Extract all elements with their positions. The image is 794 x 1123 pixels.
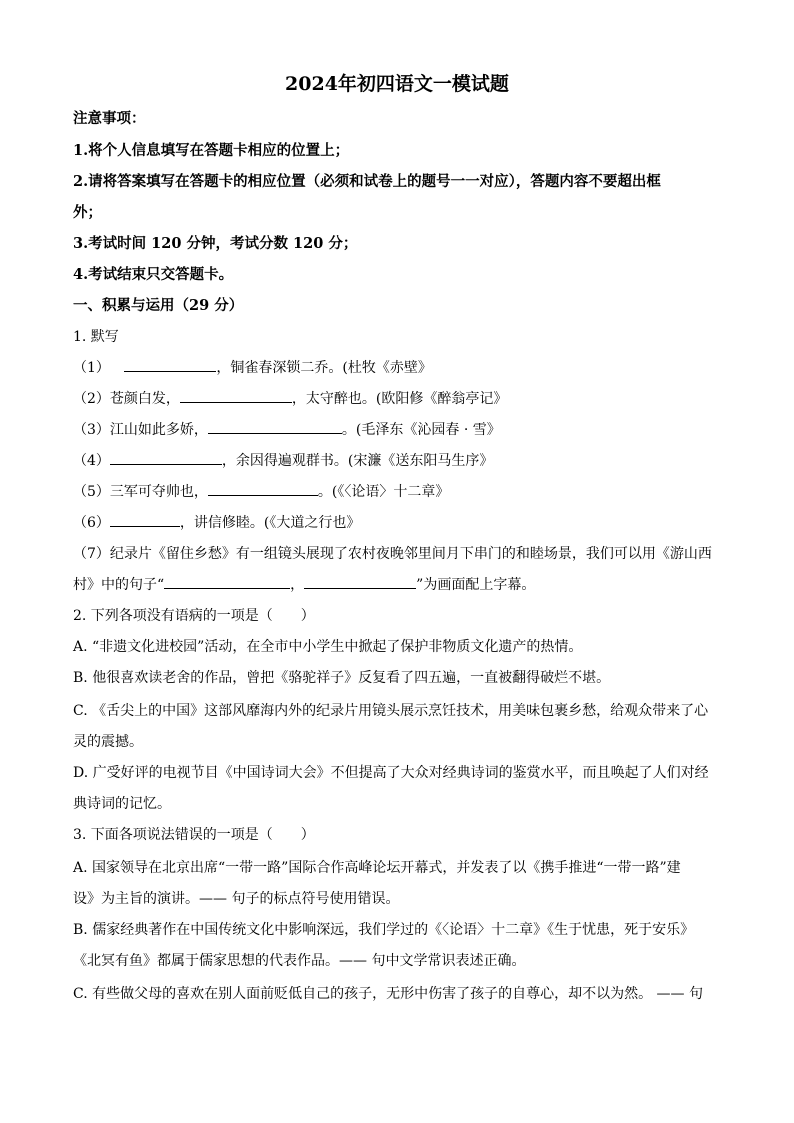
option-line: A. “非遗文化进校园”活动，在全市中小学生中掀起了保护非物质文化遗产的热情。 (73, 639, 583, 655)
notice-item: 4.考试结束只交答题卡。 (73, 266, 234, 283)
fill-item-suffix: ”为画面配上字幕。 (416, 577, 536, 593)
fill-item-suffix: ，讲信修睦。(《大道之行也》 (179, 515, 361, 531)
option-line: B. 他很喜欢读老舍的作品，曾把《骆驼祥子》反复看了四五遍，一直被翻得破烂不堪。 (73, 670, 611, 686)
answer-blank[interactable] (110, 450, 222, 465)
notice-item: 2.请将答案填写在答题卡的相应位置（必须和试卷上的题号一一对应），答题内容不要超出框 (73, 173, 661, 190)
page-title: 2024年初四语文一模试题 (285, 73, 509, 95)
notice-item: 外； (73, 204, 102, 221)
fill-item (73, 357, 723, 379)
question-stem: 3. 下面各项说法错误的一项是（ ） (73, 827, 315, 843)
answer-blank[interactable] (180, 388, 292, 403)
fill-item-prefix: （1） (73, 360, 115, 376)
fill-item (73, 450, 723, 472)
answer-blank[interactable] (110, 512, 180, 527)
option-line: D. 广受好评的电视节目《中国诗词大会》不但提高了大众对经典诗词的鉴赏水平，而且唤起了人们对经 (73, 765, 709, 781)
option-line: 《北冥有鱼》都属于儒家思想的代表作品。—— 句中文学常识表述正确。 (73, 953, 526, 969)
fill-item-prefix: （4） (73, 453, 110, 469)
fill-item-suffix: 。(毛泽东《沁园春 · 雪》 (341, 422, 501, 438)
option-line: 灵的震撼。 (73, 734, 143, 750)
fill-item (73, 419, 723, 441)
fill-item (73, 512, 723, 534)
fill-item-prefix: （3）江山如此多娇， (73, 422, 208, 438)
option-line: 设》为主旨的演讲。—— 句子的标点符号使用错误。 (73, 891, 400, 907)
fill-item-7-line1: （7）纪录片《留住乡愁》有一组镜头展现了农村夜晚邻里间月下串门的和睦场景，我们可以用《游山西 (73, 546, 712, 562)
answer-blank[interactable] (304, 574, 416, 589)
fill-item-7-line2 (73, 574, 723, 596)
fill-item (73, 388, 723, 410)
fill-item-prefix: （6） (73, 515, 110, 531)
fill-item-prefix: 村》中的句子“ (73, 577, 165, 593)
notice-item: 3.考试时间 120 分钟，考试分数 120 分； (73, 235, 358, 252)
answer-blank[interactable] (208, 419, 342, 434)
option-line: C. 有些做父母的喜欢在别人面前贬低自己的孩子，无形中伤害了孩子的自尊心，却不以为然。 —— 句 (73, 986, 704, 1002)
answer-blank[interactable] (124, 357, 216, 372)
fill-item-suffix: ，余因得遍观群书。(宋濂《送东阳马生序》 (221, 453, 494, 469)
section-heading: 一、积累与运用（29 分） (73, 297, 244, 314)
option-line: A. 国家领导在北京出席“一带一路”国际合作高峰论坛开幕式，并发表了以《携手推进“一带一路”建 (73, 860, 681, 876)
fill-item (73, 481, 723, 503)
fill-item-suffix: ，铜雀春深锁二乔。(杜牧《赤壁》 (216, 360, 432, 376)
notice-heading: 注意事项： (73, 110, 146, 127)
question-stem: 1. 默写 (73, 329, 119, 345)
fill-item-suffix: 。(《〈论语〉十二章》 (317, 484, 450, 500)
option-line: 典诗词的记忆。 (73, 796, 171, 812)
notice-item: 1.将个人信息填写在答题卡相应的位置上； (73, 142, 350, 159)
fill-item-suffix: ，太守醉也。(欧阳修《醉翁亭记》 (291, 391, 508, 407)
fill-item-separator: ， (290, 577, 305, 593)
question-stem: 2. 下列各项没有语病的一项是（ ） (73, 608, 315, 624)
fill-item-prefix: （5）三军可夺帅也， (73, 484, 208, 500)
answer-blank[interactable] (164, 574, 290, 589)
answer-blank[interactable] (208, 481, 318, 496)
option-line: C. 《舌尖上的中国》这部风靡海内外的纪录片用镜头展示烹饪技术，用美味包裹乡愁，给观众带来了心 (73, 703, 709, 719)
option-line: B. 儒家经典著作在中国传统文化中影响深远，我们学过的《〈论语〉十二章》《生于忧患，死于安乐》 (73, 922, 695, 938)
fill-item-prefix: （2）苍颜白发， (73, 391, 180, 407)
